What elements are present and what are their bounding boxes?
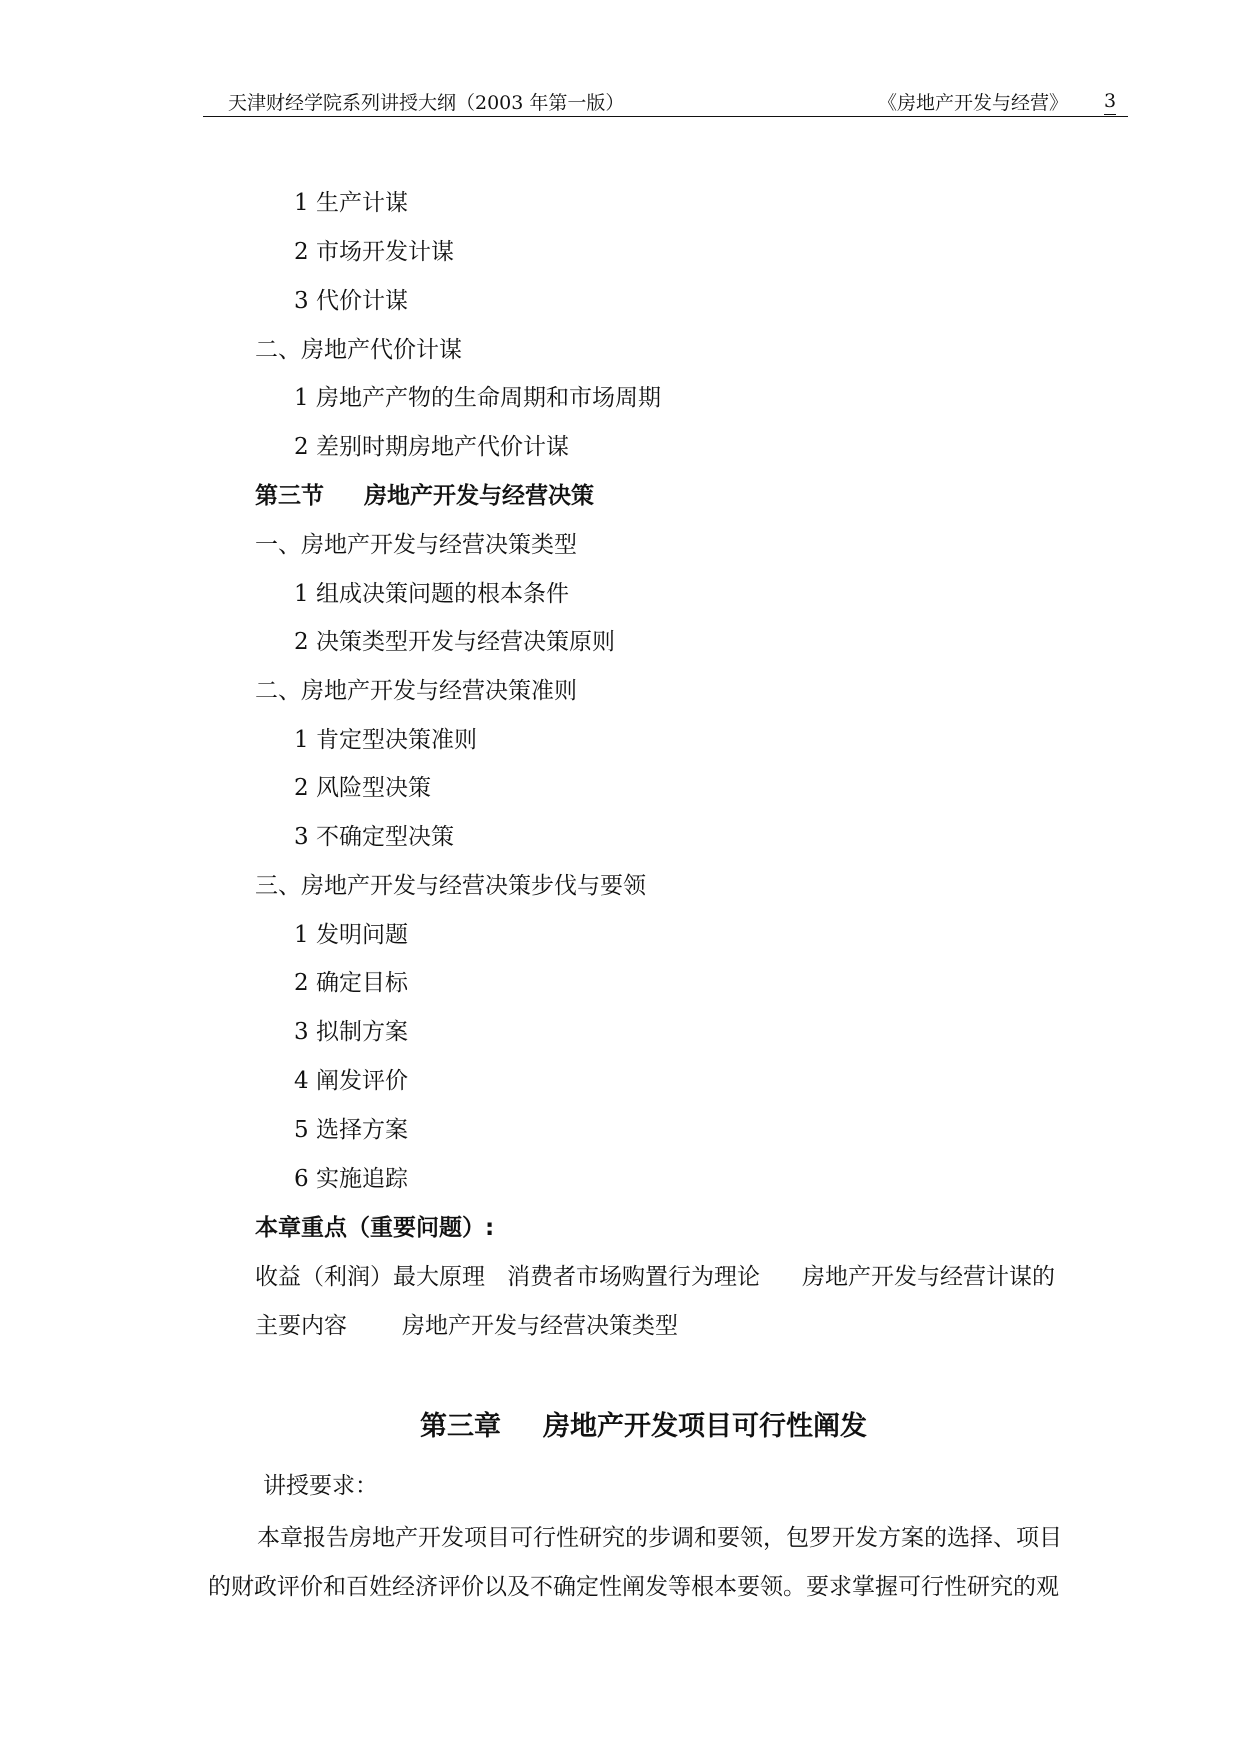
key-point: 消费者市场购置行为理论 bbox=[507, 1264, 760, 1290]
key-points-line bbox=[255, 1311, 678, 1341]
outline-item: 3 拟制方案 bbox=[294, 1019, 408, 1045]
body-paragraph-line: 本章报告房地产开发项目可行性研究的步调和要领，包罗开发方案的选择、项目 bbox=[257, 1525, 1062, 1551]
outline-item: 6 实施追踪 bbox=[294, 1166, 408, 1192]
outline-subheading: 一、房地产开发与经营决策类型 bbox=[255, 532, 577, 558]
outline-item: 1 发明问题 bbox=[294, 922, 408, 948]
section-heading bbox=[255, 481, 594, 511]
key-points-line bbox=[255, 1262, 1055, 1292]
outline-item: 5 选择方案 bbox=[294, 1117, 408, 1143]
outline-item: 4 阐发评价 bbox=[294, 1068, 408, 1094]
outline-item: 3 代价计谋 bbox=[294, 288, 408, 314]
outline-subheading: 三、房地产开发与经营决策步伐与要领 bbox=[255, 873, 646, 899]
outline-item: 2 确定目标 bbox=[294, 970, 408, 996]
section-number: 第三节 bbox=[255, 483, 324, 509]
outline-item: 1 生产计谋 bbox=[294, 190, 408, 216]
outline-item: 1 房地产产物的生命周期和市场周期 bbox=[294, 385, 661, 411]
outline-item: 3 不确定型决策 bbox=[294, 824, 454, 850]
key-point: 收益（利润）最大原理 bbox=[255, 1264, 485, 1290]
outline-item: 2 差别时期房地产代价计谋 bbox=[294, 434, 569, 460]
chapter-name: 房地产开发项目可行性阐发 bbox=[543, 1411, 867, 1442]
teaching-requirements-label: 讲授要求： bbox=[263, 1473, 378, 1499]
header-book-title: 《房地产开发与经营》 bbox=[878, 92, 1069, 114]
body-paragraph-line: 的财政评价和百姓经济评价以及不确定性阐发等根本要领。要求掌握可行性研究的观 bbox=[208, 1574, 1059, 1600]
key-point: 房地产开发与经营计谋的 bbox=[802, 1264, 1055, 1290]
outline-subheading: 二、房地产开发与经营决策准则 bbox=[255, 678, 577, 704]
outline-item: 2 决策类型开发与经营决策原则 bbox=[294, 629, 615, 655]
page-number: 3 bbox=[1104, 88, 1116, 115]
chapter-number: 第三章 bbox=[420, 1411, 501, 1442]
outline-item: 2 风险型决策 bbox=[294, 775, 431, 801]
outline-item: 2 市场开发计谋 bbox=[294, 239, 454, 265]
key-points-heading: 本章重点（重要问题）: bbox=[255, 1215, 495, 1241]
header-series-title: 天津财经学院系列讲授大纲（2003 年第一版） bbox=[228, 92, 625, 114]
outline-item: 1 组成决策问题的根本条件 bbox=[294, 581, 569, 607]
key-point: 房地产开发与经营决策类型 bbox=[402, 1313, 678, 1339]
key-point: 主要内容 bbox=[255, 1313, 347, 1339]
chapter-title bbox=[420, 1412, 867, 1442]
section-title: 房地产开发与经营决策 bbox=[364, 483, 594, 509]
running-header bbox=[203, 86, 1128, 117]
outline-subheading: 二、房地产代价计谋 bbox=[255, 337, 462, 363]
outline-item: 1 肯定型决策准则 bbox=[294, 727, 477, 753]
